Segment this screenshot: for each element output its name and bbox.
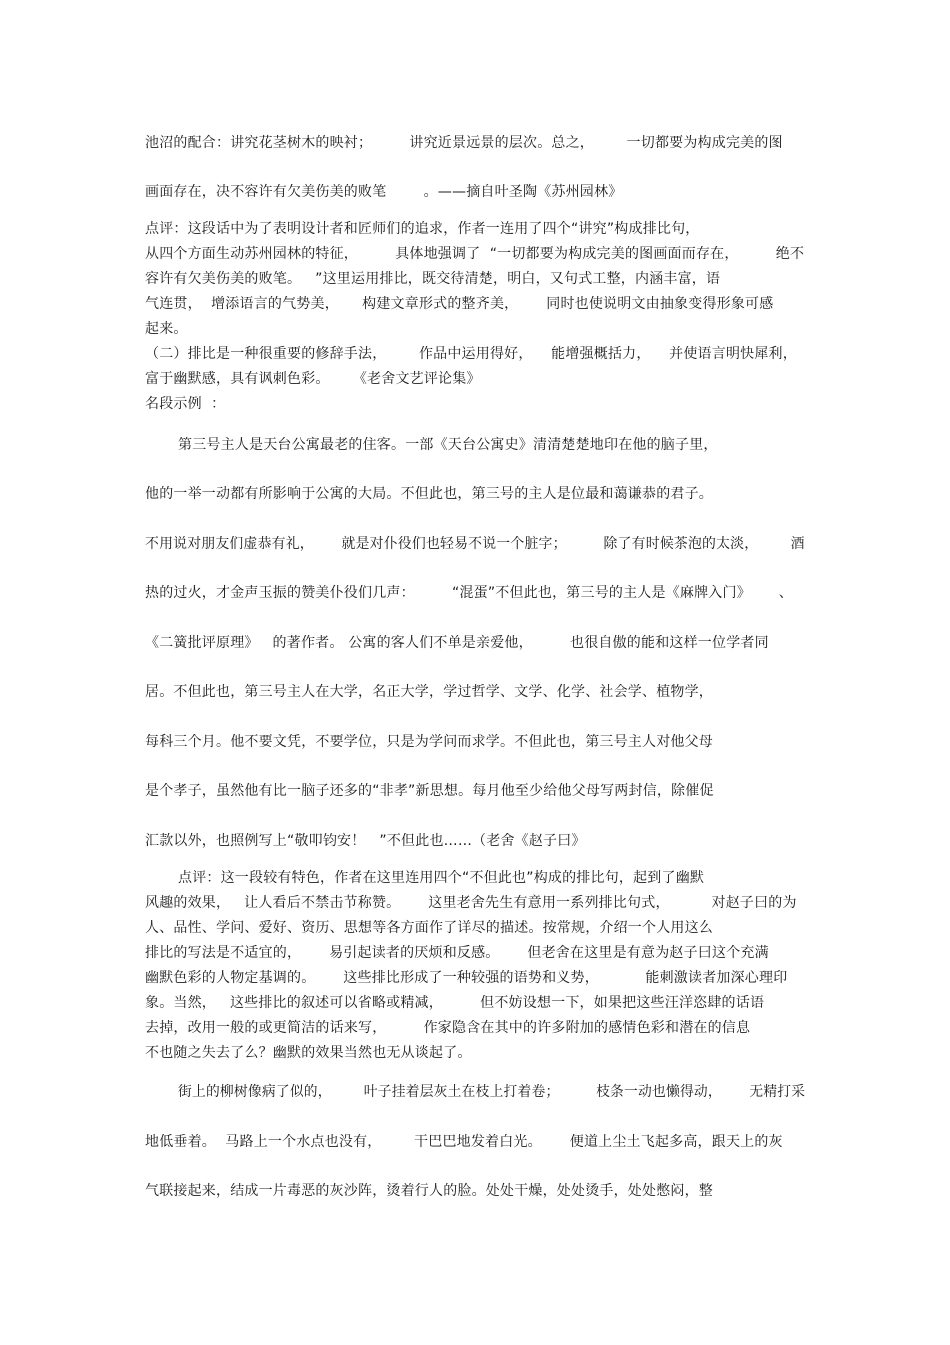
commentary-line: 从四个方面生动苏州园林的特征， 具体地强调了 “一切都要为构成完美的图画面而存在， 绝不 xyxy=(145,246,805,262)
commentary-line: 气连贯， 增添语言的气势美， 构建文章形式的整齐美， 同时也使说明文由抽象变得形象可感 xyxy=(145,296,774,312)
excerpt-line: 气联接起来，结成一片毒恶的灰沙阵，烫着行人的脸。处处干燥，处处烫手，处处憋闷，整 xyxy=(145,1183,713,1199)
excerpt-line: 地低垂着。 马路上一个水点也没有， 干巴巴地发着白光。 便道上尘土飞起多高，跟天上的灰 xyxy=(145,1134,783,1150)
commentary-line: 幽默色彩的人物定基调的。 这些排比形成了一种较强的语势和义势， 能刺激读者加深心理印 xyxy=(145,970,788,986)
commentary-line: 人、品性、学问、爱好、资历、思想等各方面作了详尽的描述。按常规，介绍一个人用这么 xyxy=(145,920,713,936)
section-line: （二）排比是一种很重要的修辞手法， 作品中运用得好， 能增强概括力， 并使语言明快犀利， xyxy=(145,346,797,362)
text-line: 池沼的配合：讲究花茎树木的映衬； 讲究近景远景的层次。总之， 一切都要为构成完美的图 xyxy=(145,135,783,151)
commentary-line: 点评：这段话中为了表明设计者和匠师们的追求，作者一连用了四个“讲究”构成排比句， xyxy=(145,221,700,237)
excerpt-line: 每科三个月。他不要文凭，不要学位，只是为学问而求学。不但此也，第三号主人对他父母 xyxy=(145,734,713,750)
excerpt-line: 是个孝子，虽然他有比一脑子还多的“非孝”新思想。每月他至少给他父母写两封信，除催促 xyxy=(145,783,714,799)
excerpt-line: 《二簧批评原理》 的著作者。 公寓的客人们不单是亲爱他， 也很自傲的能和这样一位学者同 xyxy=(145,635,769,651)
excerpt-line: 第三号主人是天台公寓最老的住客。一部《天台公寓史》清清楚楚地印在他的脑子里， xyxy=(178,437,718,453)
excerpt-line: 热的过火，才金声玉振的赞美仆役们几声： “混蛋”不但此也，第三号的主人是《麻牌入门》 、 xyxy=(145,585,794,601)
excerpt-line: 街上的柳树像病了似的， 叶子挂着层灰土在枝上打着卷； 枝条一动也懒得动， 无精打采 xyxy=(178,1084,806,1100)
excerpt-line: 汇款以外，也照例写上“敬叩钧安！ ”不但此也……（老舍《赵子曰》 xyxy=(145,833,586,849)
text-line: 画面存在，决不容许有欠美伤美的败笔 。——摘自叶圣陶《苏州园林》 xyxy=(145,184,623,200)
commentary-line: 不也随之失去了么？幽默的效果当然也无从谈起了。 xyxy=(145,1045,472,1061)
section-heading: 名段示例 ： xyxy=(145,396,226,412)
commentary-line: 排比的写法是不适宜的， 易引起读者的厌烦和反感。 但老舍在这里是有意为赵子曰这个充满 xyxy=(145,945,769,961)
excerpt-line: 他的一举一动都有所影响于公寓的大局。不但此也，第三号的主人是位最和蔼谦恭的君子。 xyxy=(145,486,713,502)
commentary-line: 容许有欠美伤美的败笔。 ”这里运用排比，既交待清楚，明白，又句式工整，内涵丰富，语 xyxy=(145,271,721,287)
excerpt-line: 不用说对朋友们虚恭有礼， 就是对仆役们也轻易不说一个脏字； 除了有时候茶泡的太淡， 酒 xyxy=(145,536,805,552)
commentary-line: 点评：这一段较有特色，作者在这里连用四个“不但此也”构成的排比句，起到了幽默 xyxy=(178,870,705,886)
section-line: 富于幽默感，具有讽刺色彩。 《老舍文艺评论集》 xyxy=(145,371,481,387)
commentary-line: 起来。 xyxy=(145,321,188,337)
excerpt-line: 居。不但此也，第三号主人在大学，名正大学，学过哲学、文学、化学、社会学、植物学， xyxy=(145,684,713,700)
commentary-line: 风趣的效果， 让人看后不禁击节称赞。 这里老舍先生有意用一系列排比句式， 对赵子曰的为 xyxy=(145,895,797,911)
commentary-line: 象。当然， 这些排比的叙述可以省略或精减， 但不妨设想一下，如果把这些汪洋恣肆的话语 xyxy=(145,995,765,1011)
commentary-line: 去掉，改用一般的或更简洁的话来写， 作家隐含在其中的许多附加的感情色彩和潜在的信息 xyxy=(145,1020,751,1036)
